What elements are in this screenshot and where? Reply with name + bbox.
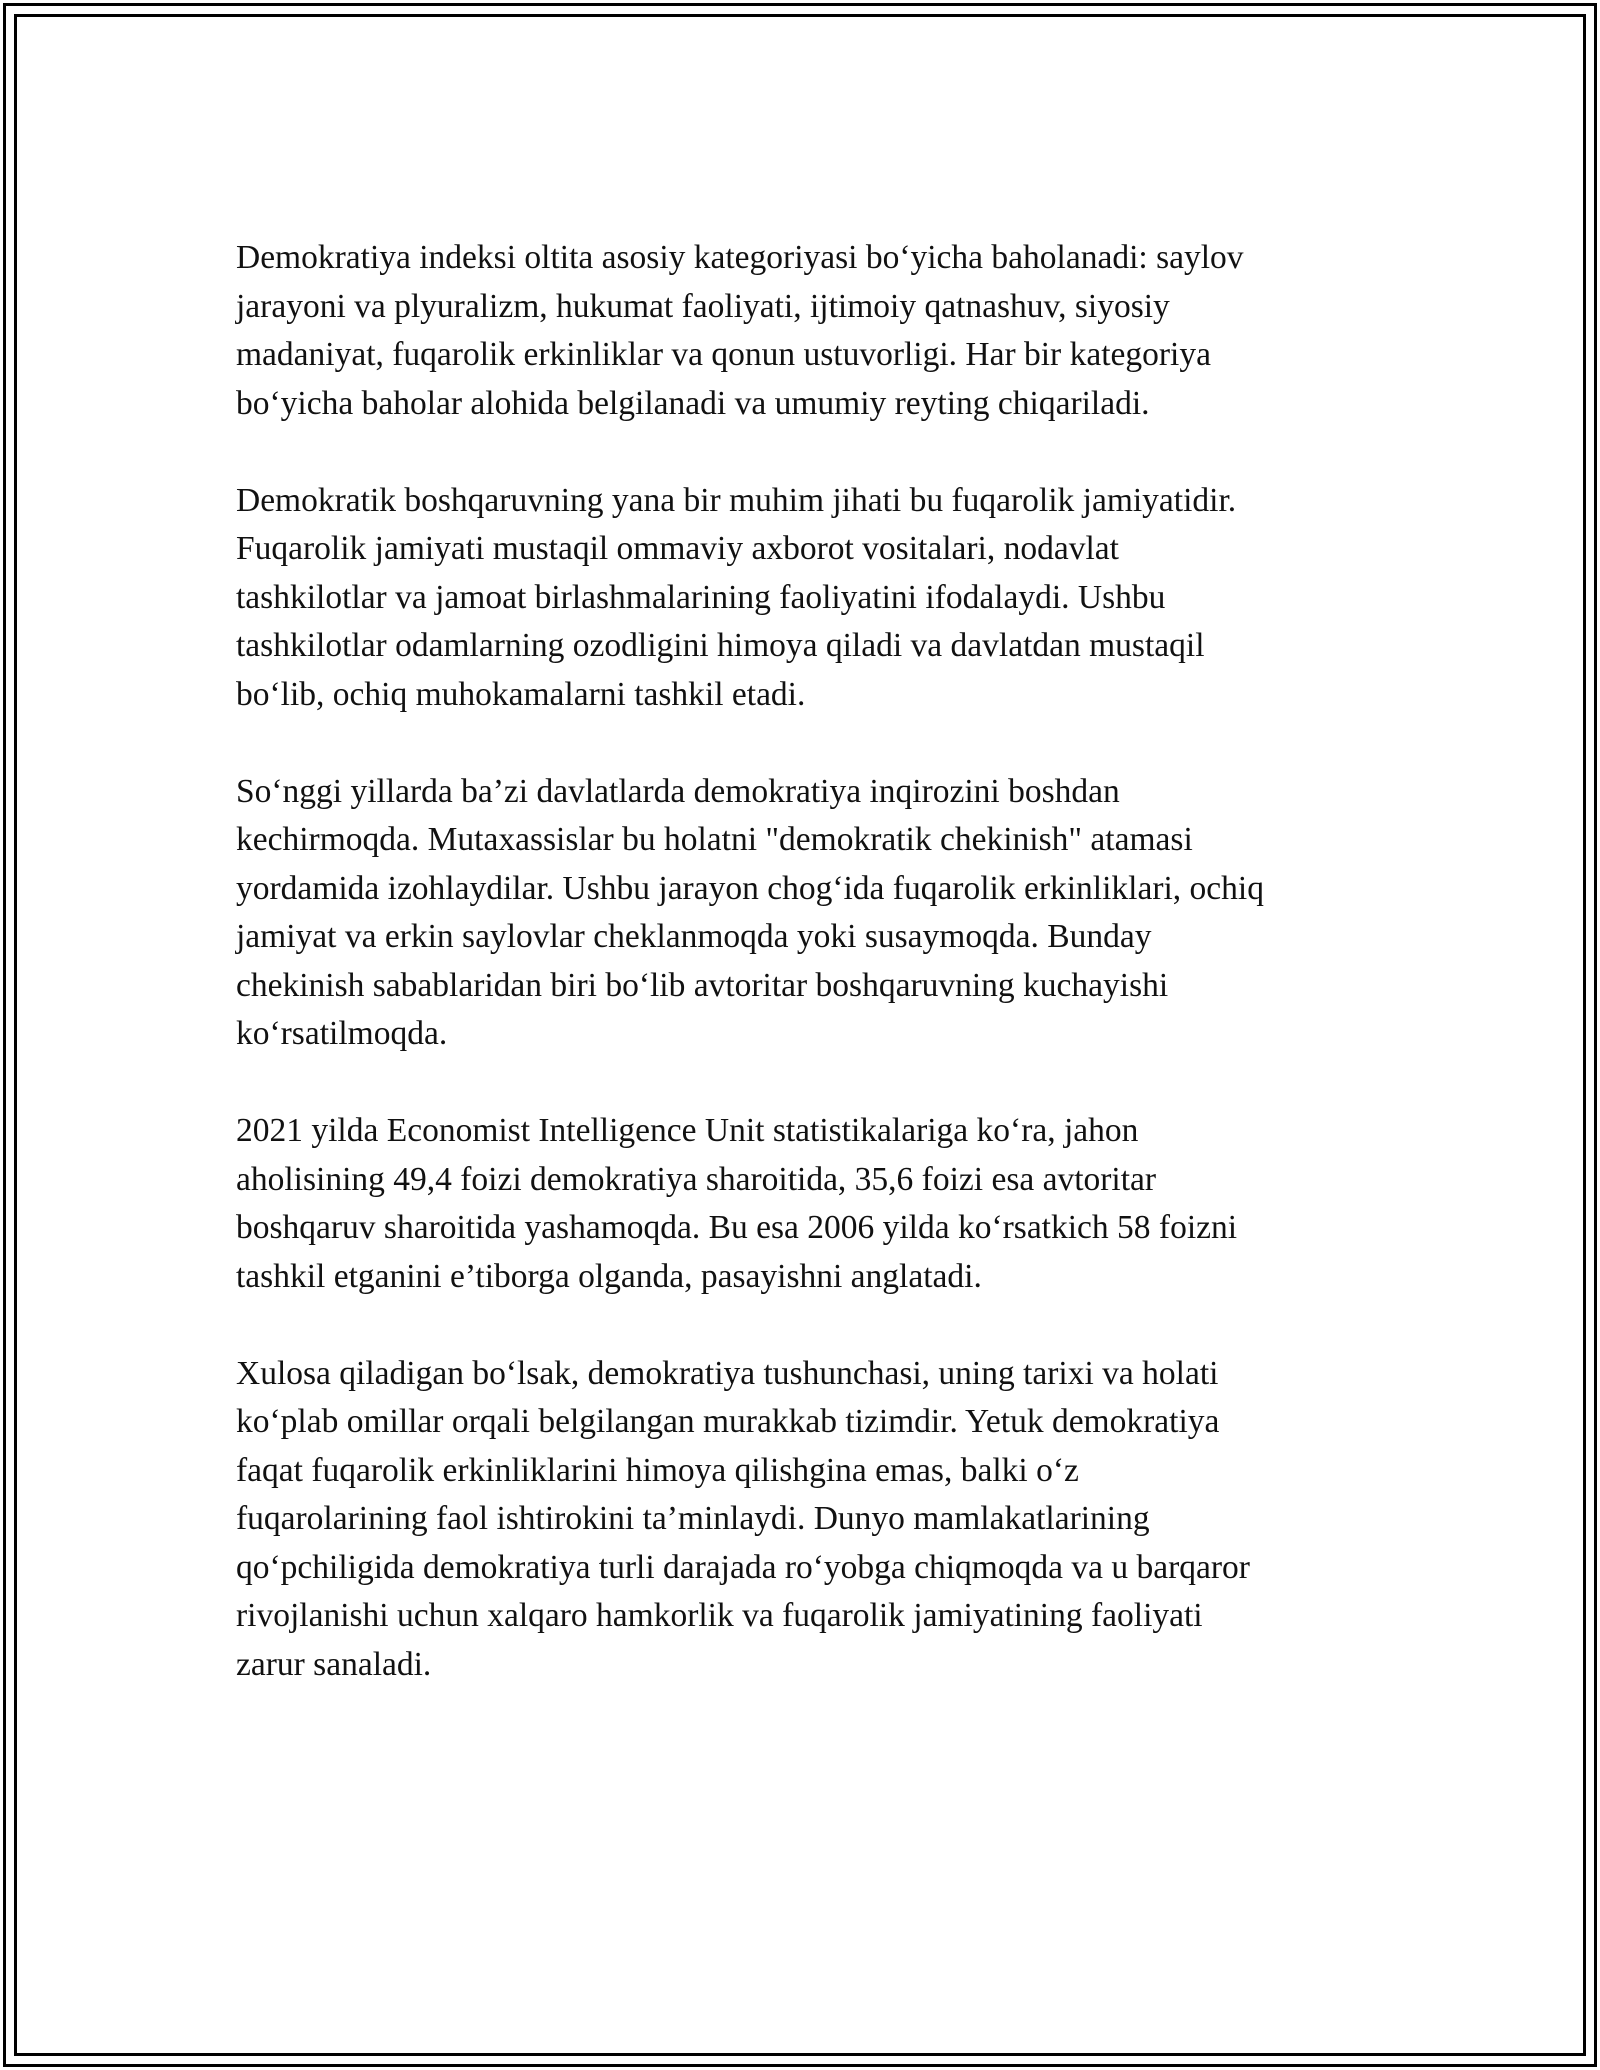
document-body [236,234,1376,1738]
paragraph-statistics: 2021 yilda Economist Intelligence Unit statistikalariga ko‘ra, jahon aholisining 49,4 foizi demokratiya sharoitida, 35,6 foizi esa avtoritar boshqaruv sharoitida yashamoqda. Bu esa 2006 yilda ko‘rsatkich 58 foizni tashkil etganini e’tiborga olganda, pasayishni anglatadi. [236,1112,1238,1295]
paragraph-civil-society: Demokratik boshqaruvning yana bir muhim jihati bu fuqarolik jamiyatidir. Fuqarolik jamiyati mustaqil ommaviy axborot vositalari, nodavlat tashkilotlar va jamoat birlashmalarining faoliyatini ifodalaydi. Ushbu tashkilotlar odamlarning ozodligini himoya qiladi va davlatdan mustaqil bo‘lib, ochiq muhokamalarni tashkil etadi. [236,481,1237,713]
paragraph-conclusion: Xulosa qiladigan bo‘lsak, demokratiya tushunchasi, uning tarixi va holati ko‘plab omillar orqali belgilangan murakkab tizimdir. Yetuk demokratiya faqat fuqarolik erkinliklarini himoya qilishgina emas, balki o‘z fuqarolarining faol ishtirokini ta’minlaydi. Dunyo mamlakatlarining qo‘pchiligida demokratiya turli darajada ro‘yobga chiqmoqda va u barqaror rivojlanishi uchun xalqaro hamkorlik va fuqarolik jamiyatining faoliyati zarur sanaladi. [236,1354,1250,1683]
paragraph-democracy-index: Demokratiya indeksi oltita asosiy kategoriyasi bo‘yicha baholanadi: saylov jarayoni va plyuralizm, hukumat faoliyati, ijtimoiy qatnashuv, siyosiy madaniyat, fuqarolik erkinliklar va qonun ustuvorligi. Har bir kategoriya bo‘yicha baholar alohida belgilanadi va umumiy reyting chiqariladi. [236,239,1244,422]
paragraph-democratic-backsliding: So‘nggi yillarda ba’zi davlatlarda demokratiya inqirozini boshdan kechirmoqda. Mutaxassislar bu holatni "demokratik chekinish" atamasi yordamida izohlaydilar. Ushbu jarayon chog‘ida fuqarolik erkinliklari, ochiq jamiyat va erkin saylovlar cheklanmoqda yoki susaymoqda. Bunday chekinish sabablaridan biri bo‘lib avtoritar boshqaruvning kuchayishi ko‘rsatilmoqda. [236,772,1264,1052]
